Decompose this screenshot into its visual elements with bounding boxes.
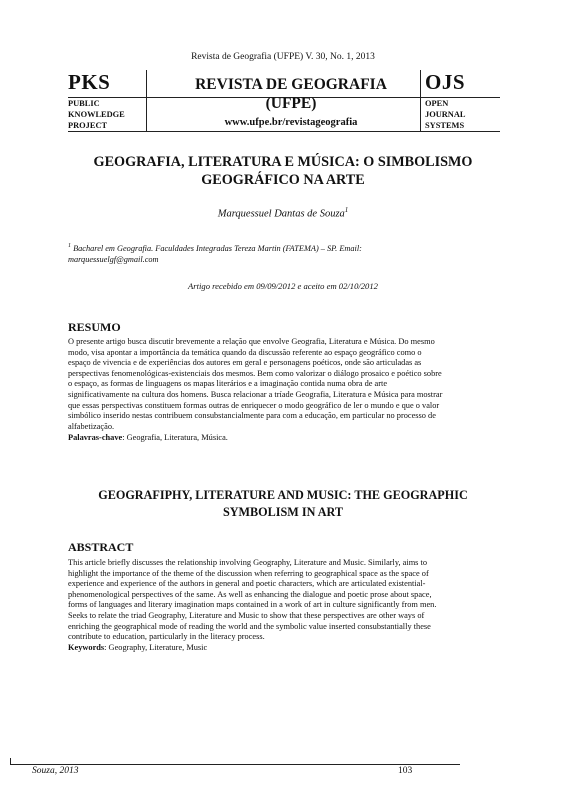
keywords-label: Keywords (68, 643, 105, 652)
resumo-line: simbólico inserido nestas contribuem consubstancialmente para com a educação, em particular no processo de (68, 411, 436, 421)
ojs-line: OPEN (425, 99, 449, 108)
affiliation (68, 241, 500, 265)
footer-author: Souza, 2013 (32, 766, 79, 776)
ojs-line: SYSTEMS (425, 120, 465, 130)
ojs-line: JOURNAL (425, 109, 466, 119)
abstract-line: enriching the geographical mode of reading the world and the symbolic value inserted consubstantially these (68, 621, 431, 631)
received-accepted-dates: Artigo recebido em 09/09/2012 e aceito em 02/10/2012 (188, 281, 378, 291)
pks-line: PROJECT (68, 120, 108, 130)
resumo-line: O presente artigo busca discutir brevemente a relação que envolve Geografia, Literatura e Música. Do mesmo (68, 337, 435, 346)
resumo-line: que essas perspectivas constituem formas outras de enriquecer o modo geográfico de ler o mundo e que o valor (68, 400, 440, 410)
page-number: 103 (398, 766, 413, 776)
palavras-chave (68, 433, 500, 442)
title-line: GEOGRÁFICO NA ARTE (201, 172, 365, 188)
journal-name-line: (UFPE) (265, 95, 317, 112)
keywords (68, 643, 500, 652)
masthead-divider-right (420, 70, 421, 131)
abstract-heading: ABSTRACT (68, 540, 134, 554)
masthead-divider-left (146, 70, 147, 131)
resumo-body (68, 337, 500, 432)
pks-expansion (68, 99, 125, 131)
pks-line: KNOWLEDGE (68, 109, 125, 119)
title-line: GEOGRAFIA, LITERATURA E MÚSICA: O SIMBOLISMO (93, 154, 473, 170)
resumo-line: perspectivas fenomenológicas-existenciais dos mesmos. Bem como valorizar o diálogo prosaico e poético sobre (68, 368, 442, 378)
journal-name (165, 75, 417, 113)
resumo-line: significativamente na cultura dos homens. Busca relacionar a tríade Geografia, Literatura e Música para mostrar (68, 389, 443, 399)
abstract-line: Seeks to relate the triad Geography, Literature and Music to show that these perspectives are other ways of (68, 610, 425, 620)
journal-name-line: REVISTA DE GEOGRAFIA (195, 76, 387, 93)
abstract-line: highlight the importance of the theme of the discussion when referring to geographical space as the space of (68, 568, 429, 578)
title-line: GEOGRAFIPHY, LITERATURE AND MUSIC: THE GEOGRAPHIC (98, 488, 468, 502)
abstract-line: forms of languages and literary imagination maps contained in a work of art in culture significantly from men. (68, 600, 437, 610)
footer-rule (10, 764, 460, 765)
resumo-line: modo, visa apontar a importância da temática quando da discussão referente ao espaço geográfico como o (68, 347, 422, 357)
author-line (0, 206, 566, 220)
author-footnote-mark: 1 (344, 206, 349, 214)
ojs-expansion (425, 99, 465, 131)
resumo-heading: RESUMO (68, 320, 121, 334)
resumo-line: o espaço, as formas de linguagens os mapas literários e a imaginação contida numa obra de arte (68, 379, 388, 389)
journal-url[interactable]: www.ufpe.br/revistageografia (224, 117, 358, 128)
abstract-line: contribute to education, particularly in the literacy process. (68, 632, 265, 642)
title-line: SYMBOLISM IN ART (222, 505, 344, 519)
ojs-acronym: OJS (425, 70, 466, 94)
resumo-line: espaço de vivencia e de experiências dos autores em geral e personagens poéticos, onde são articuladas as (68, 358, 422, 368)
affiliation-mark: 1 (68, 243, 71, 249)
abstract-body (68, 558, 500, 643)
author-name: Marquessuel Dantas de Souza (217, 208, 345, 220)
keywords-values: : Geography, Literature, Music (104, 643, 208, 652)
abstract-line: phenomenological perspectives of the same. As well as enhancing the dialogue and poetic prose about space, (68, 589, 432, 599)
pks-acronym: PKS (68, 70, 111, 94)
resumo-line: alfabetização. (68, 421, 115, 431)
running-header: Revista de Geografia (UFPE) V. 30, No. 1, 2013 (191, 52, 375, 62)
affiliation-text: Bacharel em Geografia. Faculdades Integradas Tereza Martin (FATEMA) – SP. Email: (71, 243, 362, 253)
pks-line: PUBLIC (68, 99, 100, 108)
affiliation-email[interactable]: marquessuelgf@gmail.com (68, 254, 159, 264)
article-title-en (60, 487, 506, 521)
palavras-chave-values: : Geografia, Literatura, Música. (122, 433, 228, 442)
article-title-pt (60, 153, 506, 189)
abstract-line: experience and experience of the authors in general and poetic characters, which are articulated existential- (68, 579, 426, 589)
abstract-line: This article briefly discusses the relationship involving Geography, Literature and Music. Similarly, aims to (68, 558, 428, 567)
palavras-chave-label: Palavras-chave (68, 433, 123, 442)
